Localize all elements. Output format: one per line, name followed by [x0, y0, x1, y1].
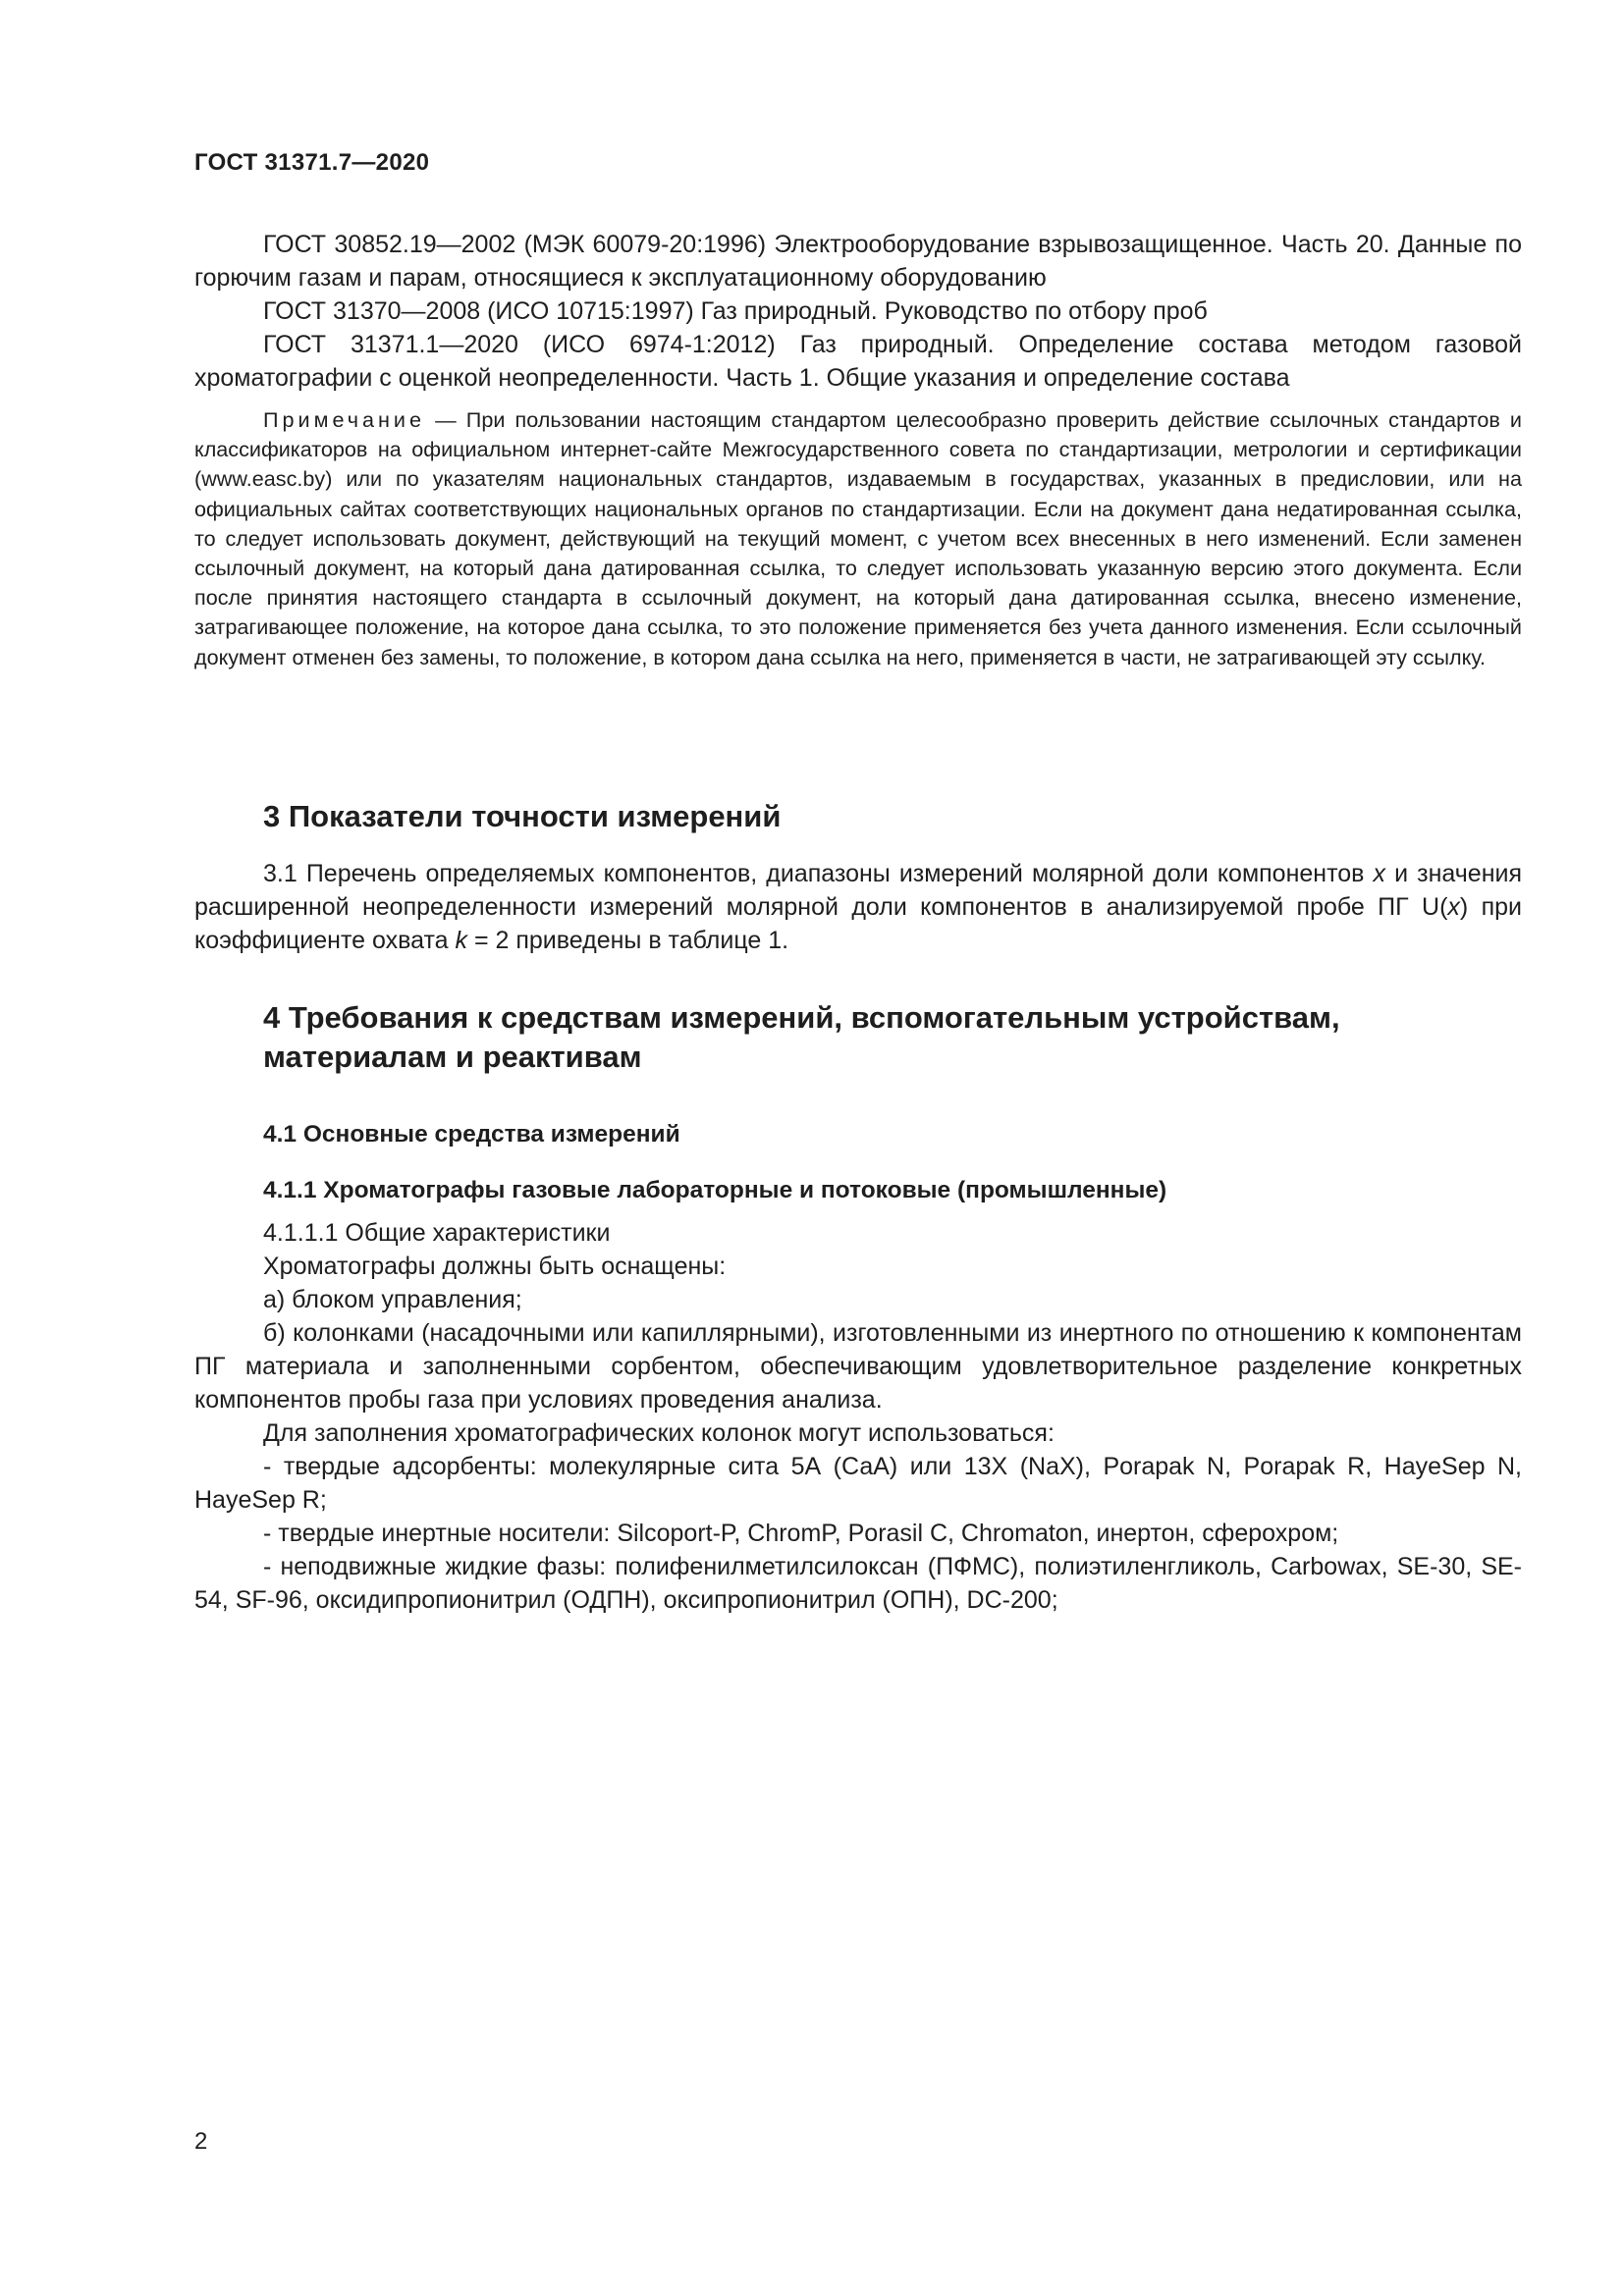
list-item: - твердые инертные носители: Silcoport-P, ChromP, Porasil C, Chromaton, инертон, сферохром;: [263, 1520, 1339, 1547]
section-4-heading: 4 Требования к средствам измерений, вспомогательным устройствам, материалам и реактивам: [263, 1000, 1340, 1074]
note-label: Примечание: [263, 407, 425, 432]
subsection-4-1-heading: 4.1 Основные средства измерений: [263, 1121, 680, 1148]
reference-item: ГОСТ 30852.19—2002 (МЭК 60079-20:1996) Электрооборудование взрывозащищенное. Часть 20. Данные по горючим газам и парам, относящиеся к эксплуатационному оборудованию: [194, 231, 1522, 292]
list-item: а) блоком управления;: [263, 1286, 522, 1313]
paragraph: Для заполнения хроматографических колонок могут использоваться:: [263, 1419, 1055, 1447]
section-3-heading: 3 Показатели точности измерений: [263, 799, 782, 833]
normative-references: [194, 228, 1522, 395]
reference-item: ГОСТ 31370—2008 (ИСО 10715:1997) Газ природный. Руководство по отбору проб: [263, 297, 1208, 325]
paragraph: Хроматографы должны быть оснащены:: [263, 1253, 727, 1280]
subsection-4-1-1-heading: 4.1.1 Хроматографы газовые лабораторные и потоковые (промышленные): [263, 1177, 1167, 1203]
list-item: - неподвижные жидкие фазы: полифенилметилсилоксан (ПФМС), полиэтиленгликоль, Carbowax, SE-30, SE-54, SF-96, оксидипропионитрил (ОДПН), оксипропионитрил (ОПН), DC-200;: [194, 1553, 1522, 1614]
paragraph: 4.1.1.1 Общие характеристики: [263, 1219, 611, 1247]
list-item: б) колонками (насадочными или капиллярными), изготовленными из инертного по отношению к компонентам ПГ материала и заполненными сорбентом, обеспечивающим удовлетворительное разделение конкретных компонентов пробы газа при условиях проведения анализа.: [194, 1319, 1522, 1414]
paragraph-3-1: 3.1 Перечень определяемых компонентов, диапазоны измерений молярной доли компонентов x и значения расширенной неопределенности измерений молярной доли компонентов в анализируемой пробе ПГ U(x) при коэффициенте охвата k = 2 приведены в таблице 1.: [194, 860, 1523, 954]
reference-item: ГОСТ 31371.1—2020 (ИСО 6974-1:2012) Газ природный. Определение состава методом газовой хроматографии с оценкой неопределенности. Часть 1. Общие указания и определение состава: [194, 331, 1522, 392]
section-4-body: [194, 1216, 1522, 1617]
section-3-body: [194, 857, 1522, 957]
page-number: 2: [194, 2128, 208, 2155]
document-code-header: ГОСТ 31371.7—2020: [194, 149, 430, 176]
note-text: — При пользовании настоящим стандартом целесообразно проверить действие ссылочных стандартов и классификаторов на официальном интернет-сайте Межгосударственного совета по стандартизации, метрологии и сертификации (www.easc.by) или по указателям национальных стандартов, издаваемым в государствах, указанных в предисловии, или на официальных сайтах соответствующих национальных органов по стандартизации. Если на документ дана недатированная ссылка, то следует использовать документ, действующий на текущий момент, с учетом всех внесенных в него изменений. Если заменен ссылочный документ, на который дана датированная ссылка, то следует использовать указанную версию этого документа. Если после принятия настоящего стандарта в ссылочный документ, на который дана датированная ссылка, внесено изменение, затрагивающее положение, на которое дана ссылка, то это положение применяется без учета данного изменения. Если ссылочный документ отменен без замены, то положение, в котором дана ссылка на него, применяется в части, не затрагивающей эту ссылку.: [194, 407, 1522, 669]
note-paragraph: [194, 405, 1522, 672]
list-item: - твердые адсорбенты: молекулярные сита 5А (СаА) или 13Х (NaX), Porapak N, Porapak R, HayeSep N, HayeSep R;: [194, 1453, 1522, 1514]
